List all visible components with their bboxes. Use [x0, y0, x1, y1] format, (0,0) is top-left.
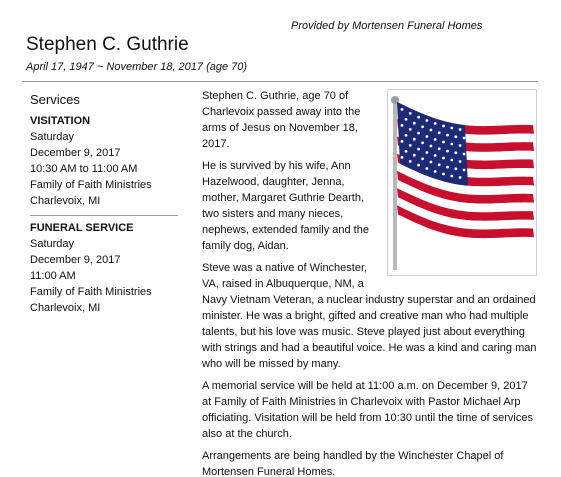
service-date: December 9, 2017	[30, 147, 121, 159]
flag-star	[434, 170, 437, 173]
flag-star	[446, 134, 449, 137]
services-heading: Services	[30, 92, 80, 107]
obituary-paragraph: Steve was a native of Winchester, VA, raised in Albuquerque, NM, a Navy Vietnam Veteran, a nuclear industry superstar and an ordained minister. He was a bright, gifted and creative man who had multiple talents, but his love was music. Steve played just about everything with strings and had a beautiful voice. He was a kind and caring man who will be missed by many.	[202, 262, 537, 370]
flag-star	[417, 116, 420, 119]
obituary-paragraph: Arrangements are being handled by the Winchester Chapel of Mortensen Funeral Homes.	[202, 450, 504, 477]
obituary-paragraph: Stephen C. Guthrie, age 70 of Charlevoix passed away into the arms of Jesus on November 18, 2017.	[202, 90, 361, 150]
flag-star	[430, 145, 433, 148]
services-sidebar	[30, 92, 180, 316]
flag-star	[459, 176, 462, 179]
flag-star	[409, 112, 412, 115]
flag-star	[426, 135, 429, 138]
flag-star	[459, 144, 462, 147]
flag-star	[405, 134, 408, 137]
flag-star	[438, 147, 441, 150]
flag-star	[434, 154, 437, 157]
flag-star	[463, 137, 466, 140]
flag-star	[430, 129, 433, 132]
flag-star	[442, 141, 445, 144]
flag-star	[401, 108, 404, 111]
flag-star	[413, 138, 416, 141]
flag-star	[421, 157, 424, 160]
flag-star	[417, 164, 420, 167]
flag-star	[442, 157, 445, 160]
flag-star	[446, 150, 449, 153]
flag-star	[450, 127, 453, 130]
service-city: Charlevoix, MI	[30, 195, 101, 207]
flag-star	[463, 169, 466, 172]
service-day: Saturday	[30, 131, 75, 143]
service-time: 11:00 AM	[30, 270, 76, 282]
flag-star	[401, 140, 404, 143]
flag-star	[450, 175, 453, 178]
flag-star	[409, 128, 412, 131]
life-dates: April 17, 1947 ~ November 18, 2017 (age 70)	[26, 61, 248, 73]
flag-star	[426, 167, 429, 170]
flag-star	[463, 153, 466, 156]
flag-star	[426, 151, 429, 154]
flag-star	[409, 144, 412, 147]
service-divider	[30, 215, 178, 216]
flag-star	[446, 166, 449, 169]
flag-star	[450, 159, 453, 162]
flag-star	[426, 119, 429, 122]
flag-star	[405, 150, 408, 153]
service-title: FUNERAL SERVICE	[30, 222, 134, 234]
flag-star	[434, 122, 437, 125]
flag-star	[421, 141, 424, 144]
service-date: December 9, 2017	[30, 254, 121, 266]
service-funeral	[30, 220, 180, 316]
obituary-paragraph: He is survived by his wife, Ann Hazelwood, daughter, Jenna, mother, Margaret Guthrie Dearth, two sisters and many nieces, nephews, extended family and the family dog, Aidan.	[202, 160, 369, 252]
service-title: VISITATION	[30, 115, 91, 127]
flag-star	[417, 132, 420, 135]
flag-star	[450, 143, 453, 146]
deceased-name: Stephen C. Guthrie	[26, 34, 189, 55]
service-day: Saturday	[30, 238, 75, 250]
flag-image-frame	[387, 89, 537, 276]
obituary-body	[202, 88, 537, 477]
service-time: 10:30 AM to 11:00 AM	[30, 163, 138, 175]
flag-star	[442, 173, 445, 176]
american-flag-icon	[388, 90, 538, 277]
flag-star	[434, 138, 437, 141]
flag-star	[454, 151, 457, 154]
flag-star	[442, 125, 445, 128]
flag-star	[459, 128, 462, 131]
flag-star	[409, 160, 412, 163]
obituary-paragraph: A memorial service will be held at 11:00 a.m. on December 9, 2017 at Family of Faith Ministries in Charlevoix with Pastor Michael Arp officiating. Visitation will be held from 10:30 until the time of services also at the church.	[202, 380, 533, 440]
flag-star	[401, 156, 404, 159]
flag-star	[454, 167, 457, 170]
service-venue: Family of Faith Ministries	[30, 179, 152, 191]
header-rule	[22, 81, 538, 82]
flag-star	[413, 154, 416, 157]
flag-star	[421, 125, 424, 128]
flag-star	[438, 163, 441, 166]
flag-star	[438, 131, 441, 134]
flag-star	[401, 124, 404, 127]
service-visitation	[30, 113, 180, 209]
service-venue: Family of Faith Ministries	[30, 286, 152, 298]
flag-star	[454, 135, 457, 138]
flag-star	[405, 118, 408, 121]
flag-star	[459, 160, 462, 163]
flag-star	[413, 122, 416, 125]
service-city: Charlevoix, MI	[30, 302, 101, 314]
flag-pole	[393, 100, 397, 270]
provided-by: Provided by Mortensen Funeral Homes	[291, 20, 483, 32]
flag-star	[417, 148, 420, 151]
flag-star	[430, 161, 433, 164]
